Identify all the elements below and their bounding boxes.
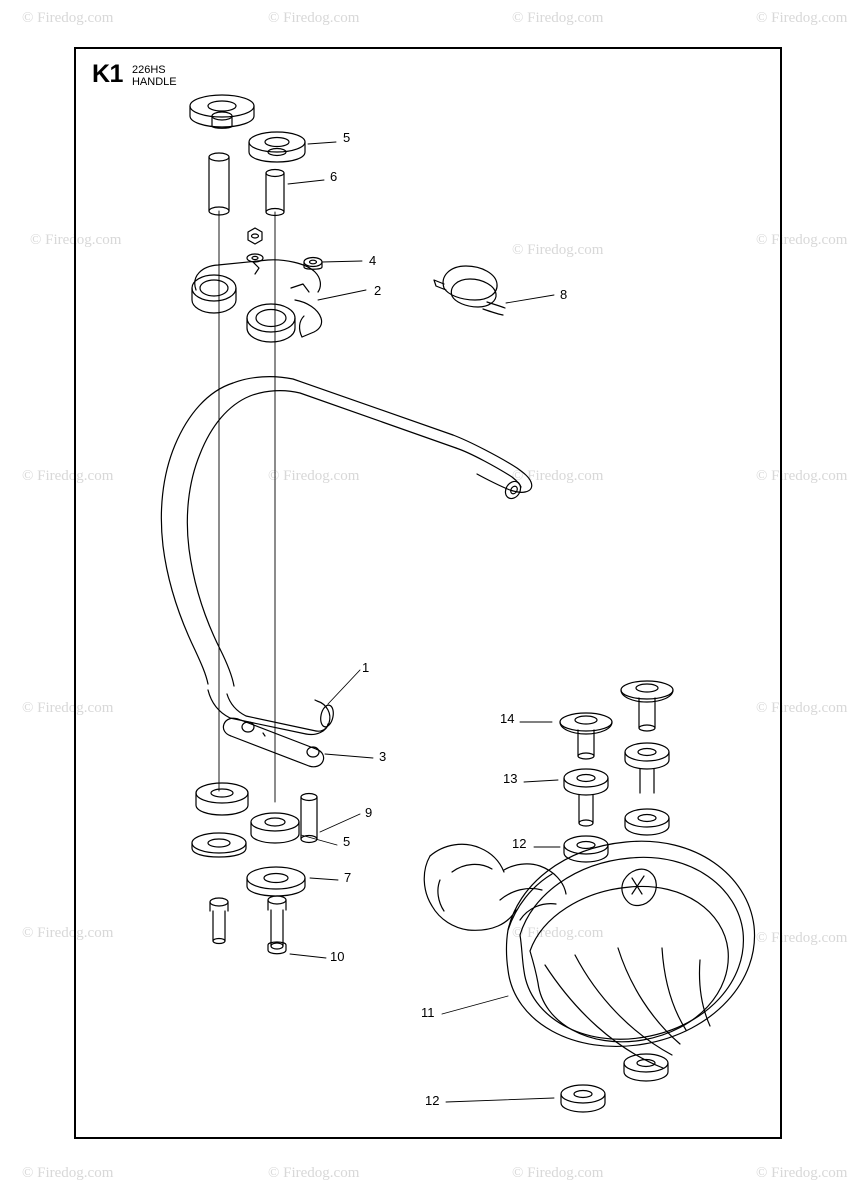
callout-ref: 14 [500, 711, 515, 726]
watermark: © Firedog.com [512, 242, 604, 258]
callout-ref: 1 [362, 660, 370, 675]
watermark: © Firedog.com [512, 10, 604, 26]
watermark: © Firedog.com [512, 925, 604, 941]
watermark: © Firedog.com [512, 468, 604, 484]
callout-ref: 7 [344, 870, 352, 885]
watermark: © Firedog.com [756, 232, 848, 248]
watermark: © Firedog.com [22, 10, 114, 26]
callout-ref: 10 [330, 949, 345, 964]
diagram-title-block [92, 62, 177, 88]
watermark: © Firedog.com [22, 1165, 114, 1181]
watermark: © Firedog.com [22, 468, 114, 484]
watermark: © Firedog.com [756, 10, 848, 26]
callout-ref: 9 [365, 805, 373, 820]
callout-ref: 5 [343, 130, 351, 145]
callout-ref: 12 [425, 1093, 440, 1108]
watermark: © Firedog.com [756, 468, 848, 484]
callout-ref: 6 [330, 169, 338, 184]
callout-ref: 11 [421, 1005, 435, 1020]
watermark: © Firedog.com [268, 468, 360, 484]
watermark: © Firedog.com [22, 925, 114, 941]
watermark: © Firedog.com [756, 930, 848, 946]
watermark: © Firedog.com [756, 1165, 848, 1181]
callout-ref: 8 [560, 287, 568, 302]
callout-ref: 12 [512, 836, 527, 851]
section-code: K1 [92, 60, 123, 88]
callout-ref: 4 [369, 253, 377, 268]
diagram-frame [74, 47, 782, 1139]
callout-ref: 3 [379, 749, 387, 764]
watermark: © Firedog.com [268, 10, 360, 26]
assembly-name: HANDLE [131, 76, 177, 88]
watermark: © Firedog.com [268, 1165, 360, 1181]
watermark: © Firedog.com [22, 700, 114, 716]
model-number: 226HS [131, 64, 166, 76]
callout-ref: 2 [374, 283, 382, 298]
callout-ref: 13 [503, 771, 518, 786]
watermark: © Firedog.com [512, 1165, 604, 1181]
callout-ref: 5 [343, 834, 351, 849]
watermark: © Firedog.com [756, 700, 848, 716]
watermark: © Firedog.com [30, 232, 122, 248]
